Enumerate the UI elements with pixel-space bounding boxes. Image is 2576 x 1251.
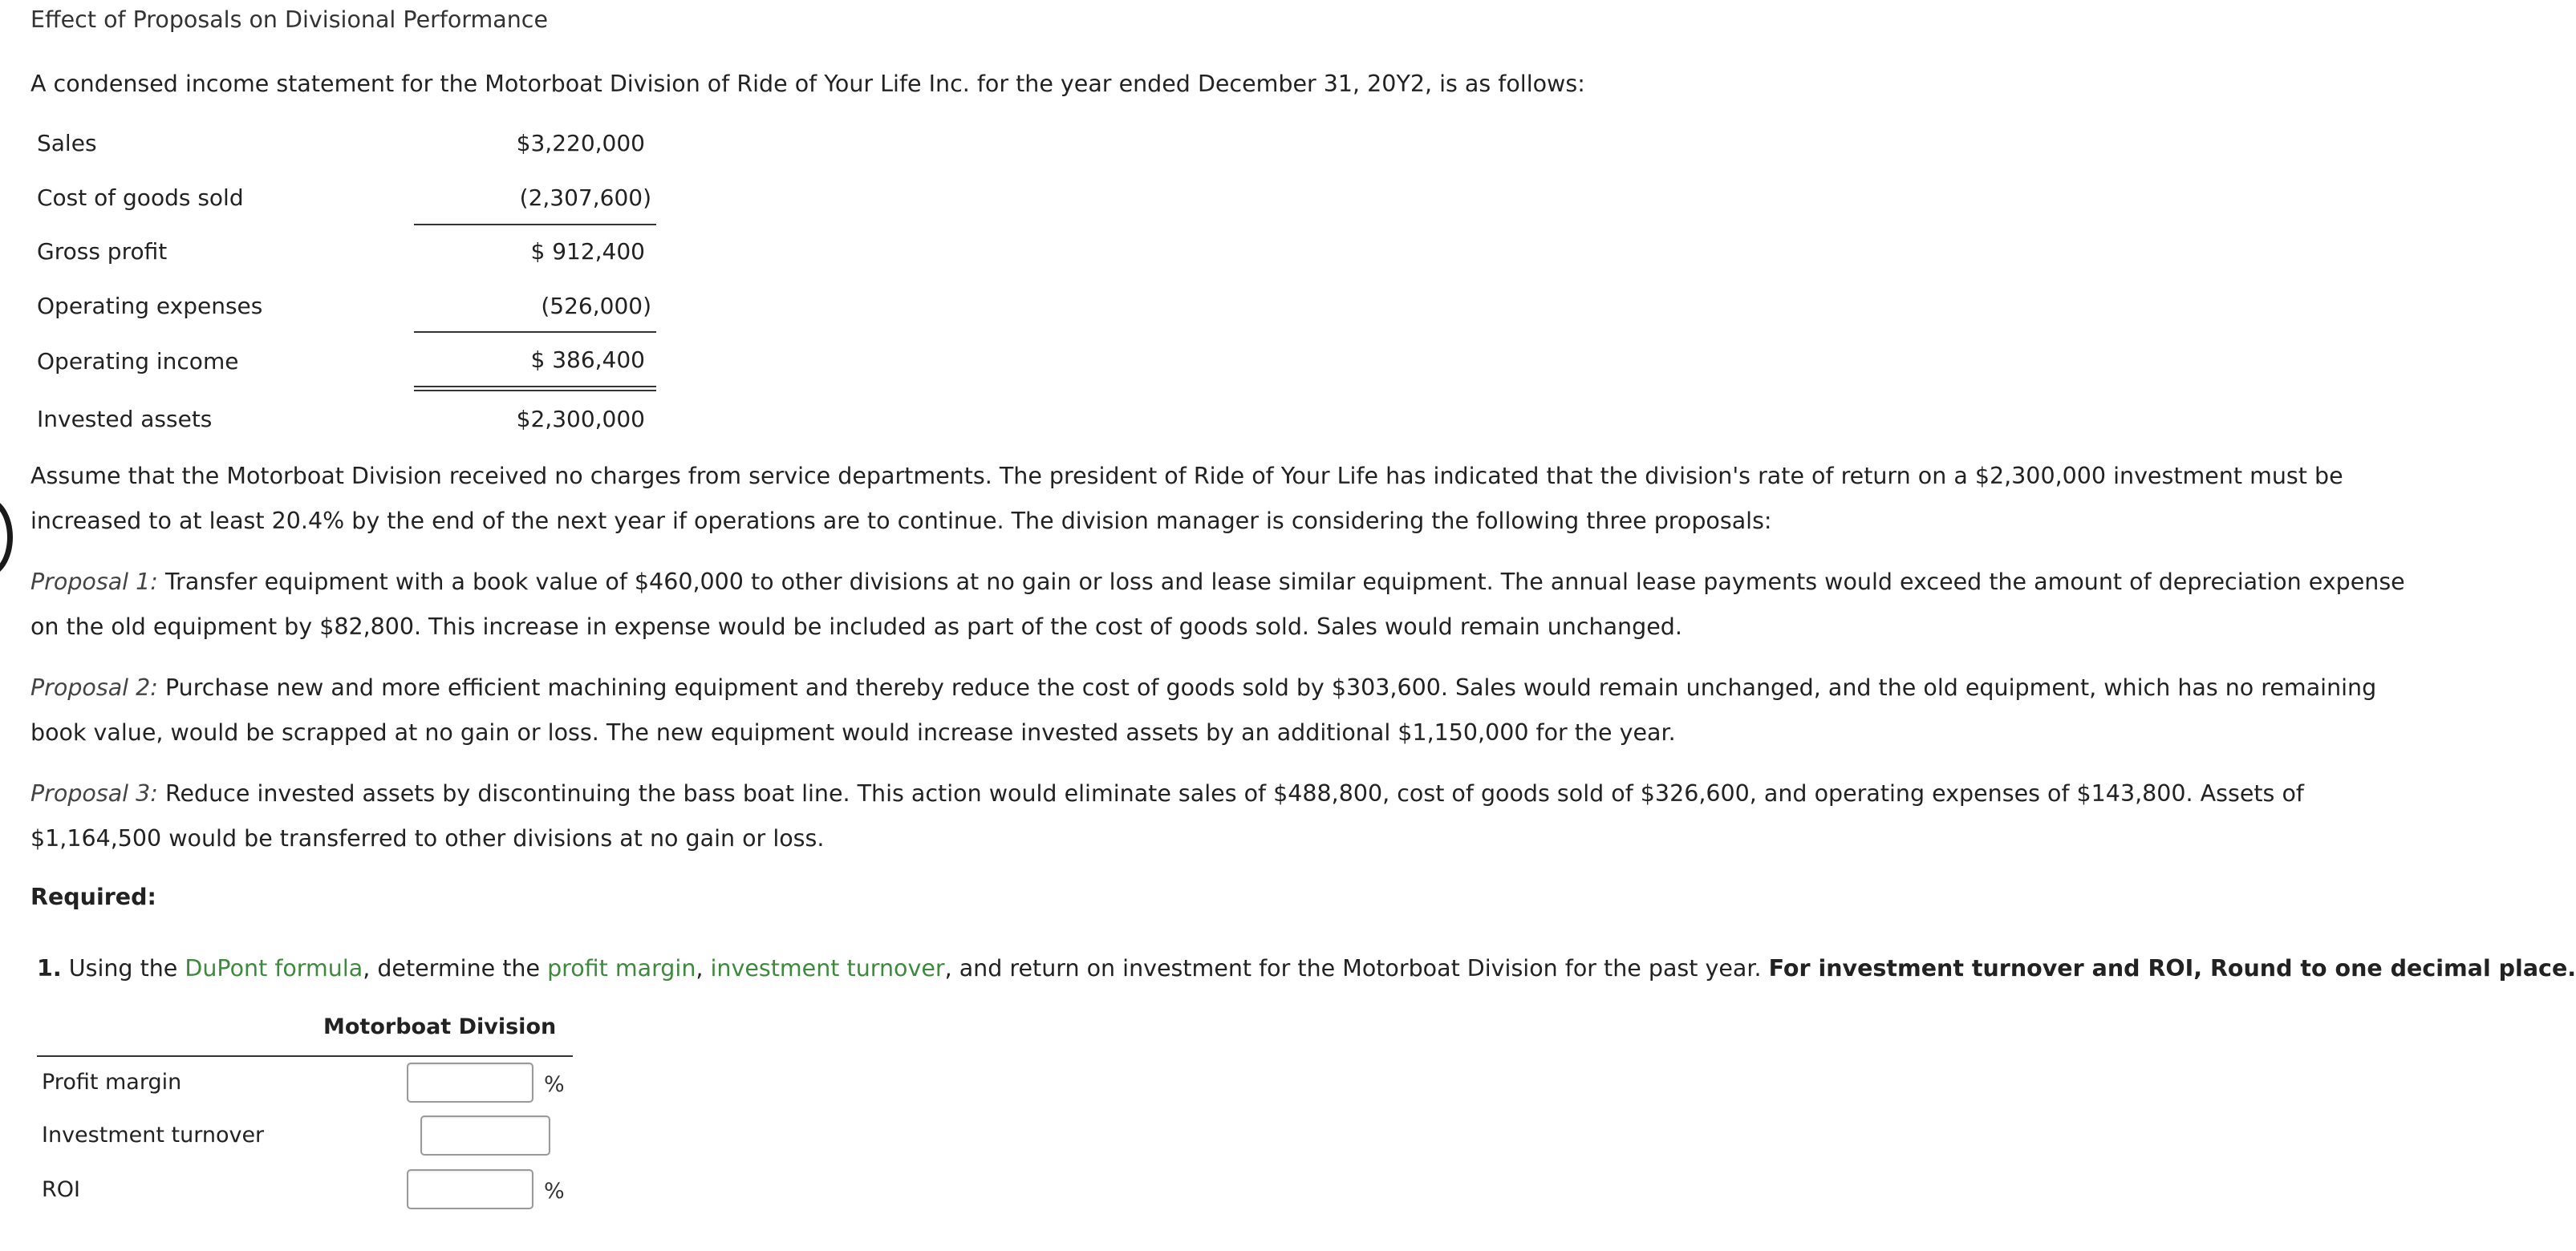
profit-margin-link[interactable]: profit margin — [547, 955, 696, 982]
statement-amount: (526,000) — [541, 293, 651, 319]
answer-row-label: Profit margin — [42, 1070, 182, 1095]
investment-turnover-link[interactable]: investment turnover — [710, 955, 945, 982]
subtotal-rule — [414, 224, 656, 225]
percent-unit: % — [544, 1072, 565, 1097]
percent-unit: % — [544, 1179, 565, 1204]
profit-margin-input[interactable] — [407, 1063, 533, 1103]
proposal-text: Reduce invested assets by discontinuing the bass boat line. This action would eliminate sales of $488,800, cost of goods sold of $326,600, and operating expenses of $143,800. Assets of $1,164,500 would be transferred to other divisions at no gain or loss. — [30, 780, 2304, 852]
question-text: , — [696, 955, 711, 982]
assumption-paragraph: Assume that the Motorboat Division received no charges from service departments. The president of Ride of Your Life has indicated that the division's rate of return on a $2,300,000 investment must be increased to at least 20.4% by the end of the next year if operations are to continue. The division manager is considering the following three proposals: — [30, 463, 2343, 534]
proposal-text: Purchase new and more efficient machining equipment and thereby reduce the cost of goods sold by $303,600. Sales would remain unchanged, and the old equipment, which has no remaining book value, would be scrapped at no gain or loss. The new equipment would increase invested assets by an additional $1,150,000 for the year. — [30, 674, 2377, 746]
statement-label: Invested assets — [37, 406, 213, 432]
statement-label: Operating expenses — [37, 293, 263, 319]
statement-label: Sales — [37, 130, 97, 156]
edge-circle-mark — [0, 497, 13, 577]
question-text: , determine the — [363, 955, 548, 982]
roi-input[interactable] — [407, 1169, 533, 1209]
answer-row-label: Investment turnover — [42, 1123, 265, 1148]
question-1 — [37, 955, 2576, 982]
proposal-1 — [30, 560, 2429, 650]
statement-amount: $ 912,400 — [530, 238, 645, 265]
statement-label: Cost of goods sold — [37, 184, 244, 211]
proposal-label: Proposal 3: — [30, 780, 158, 807]
proposal-label: Proposal 1: — [30, 569, 158, 595]
intro-text: A condensed income statement for the Motorboat Division of Ride of Your Life Inc. for the year ended December 31, 20Y2, is as follows: — [30, 71, 1585, 97]
statement-amount: $ 386,400 — [530, 346, 645, 373]
answer-row-label: ROI — [42, 1177, 80, 1202]
statement-label: Operating income — [37, 348, 239, 374]
investment-turnover-input[interactable] — [420, 1115, 550, 1156]
statement-amount: (2,307,600) — [519, 184, 651, 211]
statement-label: Gross profit — [37, 238, 168, 265]
rounding-instruction: For investment turnover and ROI, Round to one decimal place. — [1768, 955, 2576, 982]
required-heading: Required: — [30, 884, 156, 910]
proposal-label: Proposal 2: — [30, 674, 158, 701]
total-double-rule — [414, 386, 656, 391]
page-title: Effect of Proposals on Divisional Performance — [30, 6, 549, 33]
question-text: , and return on investment for the Motorboat Division for the past year. — [944, 955, 1769, 982]
answer-table-header: Motorboat Division — [323, 1014, 557, 1039]
subtotal-rule — [414, 331, 656, 333]
proposal-2 — [30, 666, 2429, 755]
question-text: Using the — [61, 955, 185, 982]
proposal-3 — [30, 771, 2437, 861]
proposal-text: Transfer equipment with a book value of $460,000 to other divisions at no gain or loss and lease similar equipment. The annual lease payments would exceed the amount of depreciation expense on the old equipment by $82,800. This increase in expense would be included as part of the cost of goods sold. Sales would remain unchanged. — [30, 569, 2405, 640]
statement-amount: $3,220,000 — [516, 130, 645, 156]
dupont-formula-link[interactable]: DuPont formula — [185, 955, 363, 982]
question-number: 1. — [37, 955, 62, 982]
header-rule — [37, 1055, 573, 1057]
statement-amount: $2,300,000 — [516, 406, 645, 432]
